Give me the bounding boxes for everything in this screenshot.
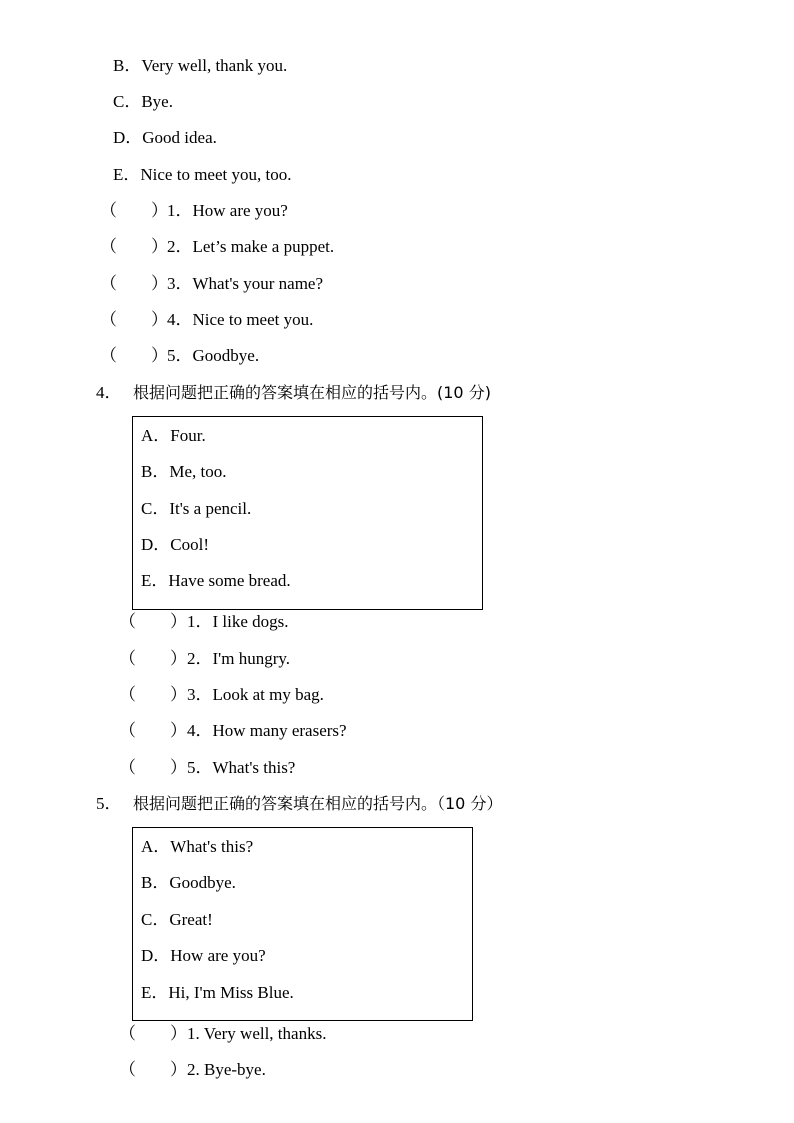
question-text: 5．What's this? xyxy=(187,758,296,777)
option-line: A．Four. xyxy=(141,426,206,445)
question-text: 2．Let’s make a puppet. xyxy=(167,237,335,256)
option-line: E．Have some bread. xyxy=(141,571,291,590)
answer-bracket[interactable]: （ ） xyxy=(100,346,168,365)
option-line: C．It's a pencil. xyxy=(141,499,252,518)
option-line: D．Good idea. xyxy=(113,128,217,147)
question-text: 3．Look at my bag. xyxy=(187,685,324,704)
answer-bracket[interactable]: （ ） xyxy=(119,758,187,777)
option-line: B．Very well, thank you. xyxy=(113,56,288,75)
question-text: 1．How are you? xyxy=(167,201,288,220)
option-line: E．Nice to meet you, too. xyxy=(113,165,292,184)
option-line: D．Cool! xyxy=(141,535,209,554)
question-text: 5．Goodbye. xyxy=(167,346,260,365)
option-line: C．Bye. xyxy=(113,92,173,111)
answer-bracket[interactable]: （ ） xyxy=(119,1060,187,1079)
answer-bracket[interactable]: （ ） xyxy=(100,274,168,293)
question-text: 3．What's your name? xyxy=(167,274,324,293)
options-box xyxy=(132,416,483,610)
answer-bracket[interactable]: （ ） xyxy=(119,721,187,740)
answer-bracket[interactable]: （ ） xyxy=(119,612,187,631)
section-instruction: 根据问题把正确的答案填在相应的括号内。（10 分） xyxy=(133,794,503,813)
option-line: B．Me, too. xyxy=(141,462,227,481)
answer-bracket[interactable]: （ ） xyxy=(100,310,168,329)
answer-bracket[interactable]: （ ） xyxy=(100,201,168,220)
answer-bracket[interactable]: （ ） xyxy=(119,649,187,668)
question-text: 4．How many erasers? xyxy=(187,721,347,740)
option-line: B．Goodbye. xyxy=(141,873,236,892)
question-text: 2．I'm hungry. xyxy=(187,649,291,668)
option-line: A．What's this? xyxy=(141,837,254,856)
section-number: 4． xyxy=(96,383,122,402)
answer-bracket[interactable]: （ ） xyxy=(119,685,187,704)
question-text: 4．Nice to meet you. xyxy=(167,310,314,329)
option-line: C．Great! xyxy=(141,910,213,929)
options-box xyxy=(132,827,473,1021)
section-number: 5． xyxy=(96,794,122,813)
question-text: 1. Very well, thanks. xyxy=(187,1024,327,1043)
answer-bracket[interactable]: （ ） xyxy=(100,237,168,256)
question-text: 2. Bye-bye. xyxy=(187,1060,266,1079)
answer-bracket[interactable]: （ ） xyxy=(119,1024,187,1043)
question-text: 1．I like dogs. xyxy=(187,612,289,631)
option-line: E．Hi, I'm Miss Blue. xyxy=(141,983,294,1002)
section-instruction: 根据问题把正确的答案填在相应的括号内。(10 分) xyxy=(133,383,491,402)
option-line: D．How are you? xyxy=(141,946,266,965)
